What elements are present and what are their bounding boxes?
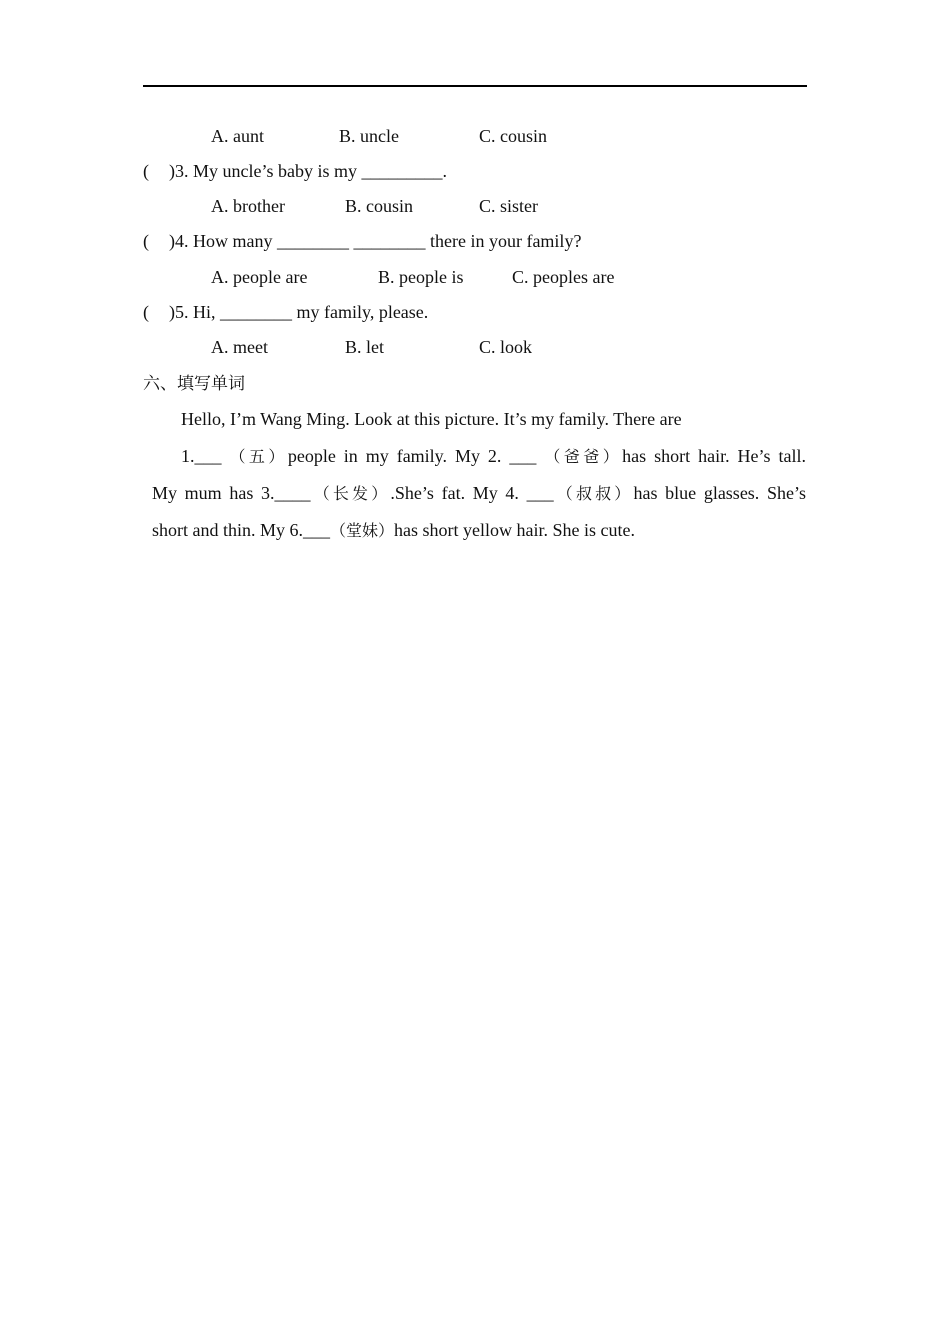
line-2-tail: has short hair. He’s tall. — [622, 446, 806, 466]
line-3-tail: has blue glasses. She’s — [633, 483, 806, 503]
q5-option-b: B. let — [345, 337, 384, 357]
q5-answer-paren[interactable]: ( — [143, 302, 149, 322]
line-2-text: people in my family. My 2. ___ — [287, 446, 545, 466]
blank-3[interactable]: My mum has 3.____ — [152, 483, 311, 503]
section-6-line-1: Hello, I’m Wang Ming. Look at this picture. It’s my family. There are — [181, 409, 682, 429]
hint-five: （五） — [229, 447, 288, 466]
section-6-title: 六、填写单词 — [143, 374, 245, 394]
line-4-text: has short yellow hair. She is cute. — [394, 520, 635, 540]
section-6-line-2 — [181, 445, 806, 468]
q2-option-a: A. aunt — [211, 126, 264, 146]
q2-option-c: C. cousin — [479, 126, 548, 146]
hint-dad: （爸爸） — [544, 447, 623, 466]
q4-option-b: B. people is — [378, 267, 464, 287]
q4-stem: )4. How many ________ ________ there in your family? — [169, 231, 582, 251]
q5-option-c: C. look — [479, 337, 533, 357]
hint-uncle: （叔叔） — [553, 484, 634, 503]
section-6-line-4 — [152, 519, 635, 542]
hint-cousin: （堂妹） — [330, 521, 395, 540]
q3-option-c: C. sister — [479, 196, 539, 216]
q3-stem: )3. My uncle’s baby is my _________. — [169, 161, 447, 181]
blank-1[interactable]: 1.___ — [181, 446, 230, 466]
line-3-text: .She’s fat. My 4. ___ — [390, 483, 554, 503]
header-rule — [143, 85, 807, 87]
q3-option-b: B. cousin — [345, 196, 414, 216]
hint-long-hair: （长发） — [310, 484, 391, 503]
section-6-line-3 — [152, 482, 806, 505]
q2-option-b: B. uncle — [339, 126, 399, 146]
q3-answer-paren[interactable]: ( — [143, 161, 149, 181]
q5-stem: )5. Hi, ________ my family, please. — [169, 302, 429, 322]
blank-6[interactable]: short and thin. My 6.___ — [152, 520, 330, 540]
q4-answer-paren[interactable]: ( — [143, 231, 149, 251]
q5-option-a: A. meet — [211, 337, 268, 357]
q4-option-c: C. peoples are — [512, 267, 615, 287]
q3-option-a: A. brother — [211, 196, 285, 216]
q4-option-a: A. people are — [211, 267, 308, 287]
